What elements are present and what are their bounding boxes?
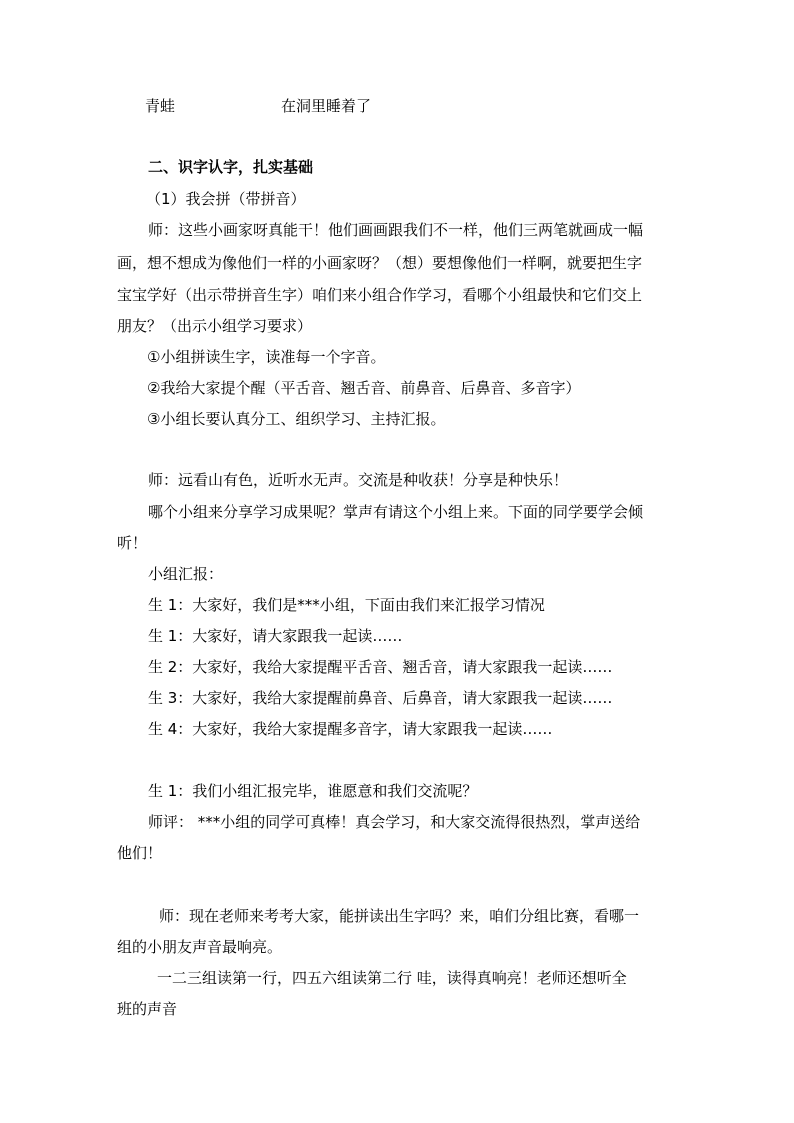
report-line: 生 3：大家好，我给大家提醒前鼻音、后鼻音，请大家跟我一起读…… bbox=[148, 689, 613, 707]
section-heading: 二、识字认字，扎实基础 bbox=[148, 158, 314, 176]
report-line: 生 1：大家好，请大家跟我一起读…… bbox=[148, 627, 403, 645]
paragraph-line: 哪个小组来分享学习成果呢？掌声有请这个小组上来。下面的同学要学会倾 bbox=[148, 503, 644, 521]
paragraph-line: 画，想不想成为像他们一样的小画家呀？（想）要想像他们一样啊，就要把生字 bbox=[117, 254, 643, 272]
paragraph-line: 班的声音 bbox=[117, 1000, 178, 1018]
paragraph-line: 朋友？（出示小组学习要求） bbox=[117, 317, 313, 335]
evaluation-line: 师评： ***小组的同学可真棒！真会学习，和大家交流得很热烈，掌声送给 bbox=[148, 813, 641, 831]
paragraph-line: 师：这些小画家呀真能干！他们画画跟我们不一样，他们三两笔就画成一幅 bbox=[148, 221, 644, 239]
frog-word: 青蛙 bbox=[145, 97, 176, 115]
requirement-item: ②我给大家提个醒（平舌音、翘舌音、前鼻音、后鼻音、多音字） bbox=[147, 379, 581, 397]
report-line: 生 2：大家好，我给大家提醒平舌音、翘舌音，请大家跟我一起读…… bbox=[148, 658, 613, 676]
paragraph-line: 听！ bbox=[117, 534, 148, 552]
paragraph-line: 师：远看山有色，近听水无声。交流是种收获！分享是种快乐！ bbox=[148, 471, 569, 489]
report-line: 生 4：大家好，我给大家提醒多音字，请大家跟我一起读…… bbox=[148, 720, 553, 738]
requirement-item: ③小组长要认真分工、组织学习、主持汇报。 bbox=[147, 410, 446, 428]
requirement-item: ①小组拼读生字，读准每一个字音。 bbox=[147, 348, 386, 366]
evaluation-line: 他们！ bbox=[117, 844, 163, 862]
frog-phrase: 在洞里睡着了 bbox=[281, 97, 372, 115]
paragraph-line: 一二三组读第一行，四五六组读第二行 哇，读得真响亮！老师还想听全 bbox=[157, 969, 627, 987]
paragraph-line: 师：现在老师来考考大家，能拼读出生字吗？来，咱们分组比赛，看哪一 bbox=[159, 907, 640, 925]
paragraph-line: 宝宝学好（出示带拼音生字）咱们来小组合作学习，看哪个小组最快和它们交上 bbox=[117, 286, 643, 304]
subsection-heading: （1）我会拼（带拼音） bbox=[146, 190, 306, 208]
paragraph-line: 组的小朋友声音最响亮。 bbox=[117, 938, 283, 956]
closing-line: 生 1：我们小组汇报完毕，谁愿意和我们交流呢？ bbox=[148, 782, 478, 800]
report-line: 生 1：大家好，我们是***小组，下面由我们来汇报学习情况 bbox=[148, 596, 545, 614]
report-label: 小组汇报： bbox=[148, 565, 224, 583]
